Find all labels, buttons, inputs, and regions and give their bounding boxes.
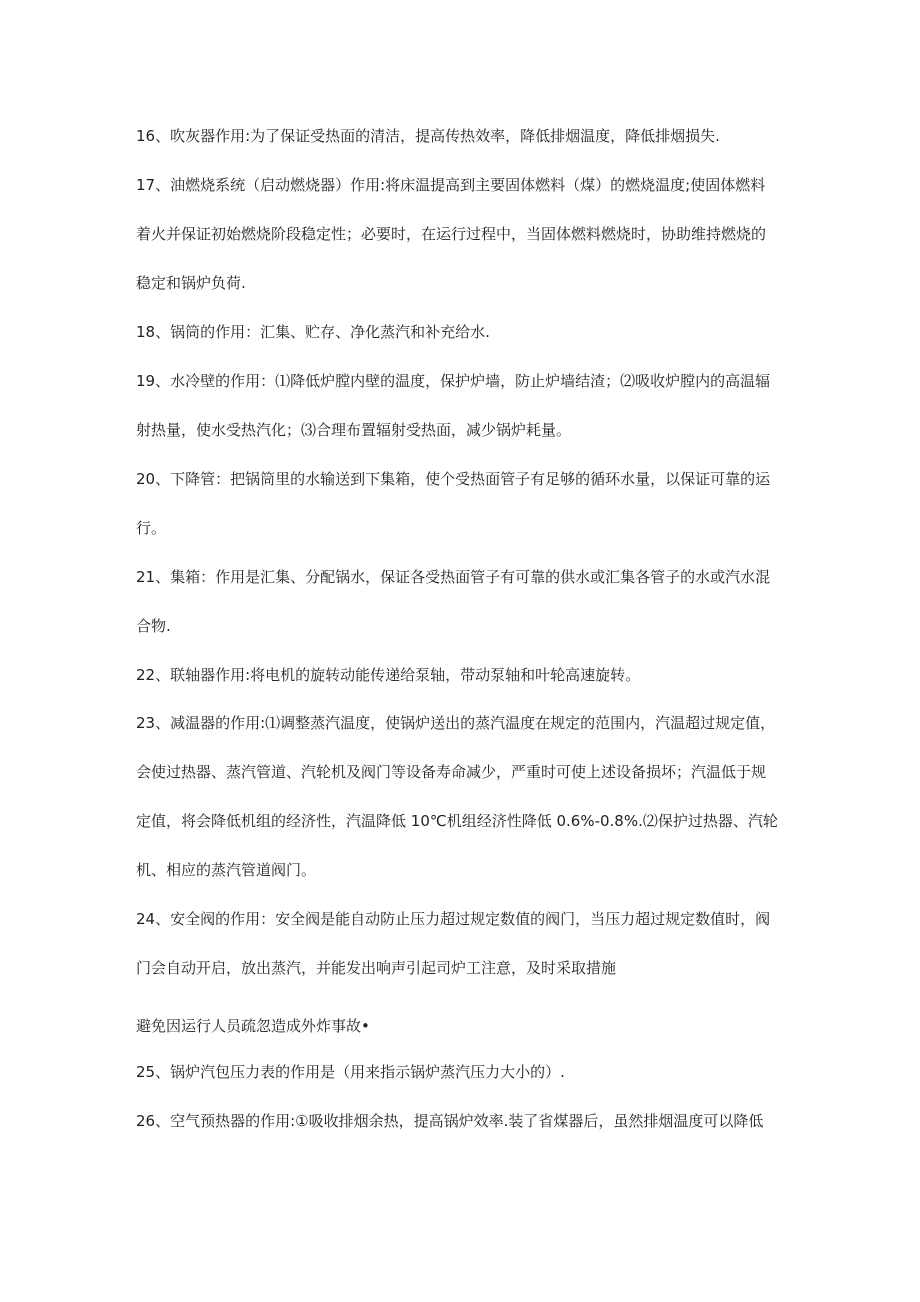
text-line-23c: 定值，将会降低机组的经济性，汽温降低 10℃机组经济性降低 0.6%-0.8%.⑵保护过热器、汽轮 <box>136 812 778 830</box>
text-line-17a: 17、油燃烧系统（启动燃烧器）作用:将床温提高到主要固体燃料（煤）的燃烧温度;使固体燃料 <box>136 176 766 194</box>
text-line-19b: 射热量，使水受热汽化；⑶合理布置辐射受热面，减少锅炉耗量。 <box>136 421 572 439</box>
text-line-25: 25、锅炉汽包压力表的作用是（用来指示锅炉蒸汽压力大小的）. <box>136 1063 565 1081</box>
text-line-23a: 23、减温器的作用:⑴调整蒸汽温度，使锅炉送出的蒸汽温度在规定的范围内，汽温超过规定值， <box>136 714 776 732</box>
text-line-21a: 21、集箱：作用是汇集、分配锅水，保证各受热面管子有可靠的供水或汇集各管子的水或汽水混 <box>136 568 771 586</box>
text-line-23b: 会使过热器、蒸汽管道、汽轮机及阀门等设备寿命减少，严重时可使上述设备损坏；汽温低于规 <box>136 763 767 781</box>
text-line-20b: 行。 <box>136 519 167 537</box>
text-line-20a: 20、下降管：把锅筒里的水输送到下集箱，使个受热面管子有足够的循环水量，以保证可靠的运 <box>136 470 771 488</box>
text-line-17c: 稳定和锅炉负荷. <box>136 274 246 292</box>
text-line-23d: 机、相应的蒸汽管道阀门。 <box>136 861 317 879</box>
text-line-16: 16、吹灰器作用:为了保证受热面的清洁，提高传热效率，降低排烟温度，降低排烟损失. <box>136 127 720 145</box>
text-line-19a: 19、水冷壁的作用：⑴降低炉膛内壁的温度，保护炉墙，防止炉墙结渣；⑵吸收炉膛内的高温辐 <box>136 372 771 390</box>
text-line-24b: 门会自动开启，放出蒸汽，并能发出响声引起司炉工注意，及时采取措施 <box>136 959 617 977</box>
text-line-24a: 24、安全阀的作用：安全阀是能自动防止压力超过规定数值的阀门，当压力超过规定数值时，阀 <box>136 910 771 928</box>
text-line-26: 26、空气预热器的作用:①吸收排烟余热，提高锅炉效率.装了省煤器后，虽然排烟温度可以降低 <box>136 1112 764 1130</box>
text-line-22: 22、联轴器作用:将电机的旋转动能传递给泵轴，带动泵轴和叶轮高速旋转。 <box>136 666 641 684</box>
text-line-21b: 合物. <box>136 617 171 635</box>
text-line-18: 18、锅筒的作用：汇集、贮存、净化蒸汽和补充给水. <box>136 323 490 341</box>
text-line-17b: 着火并保证初始燃烧阶段稳定性；必要时，在运行过程中，当固体燃料燃烧时，协助维持燃烧的 <box>136 225 767 243</box>
text-line-24c: 避免因运行人员疏忽造成外炸事故• <box>136 1017 370 1035</box>
